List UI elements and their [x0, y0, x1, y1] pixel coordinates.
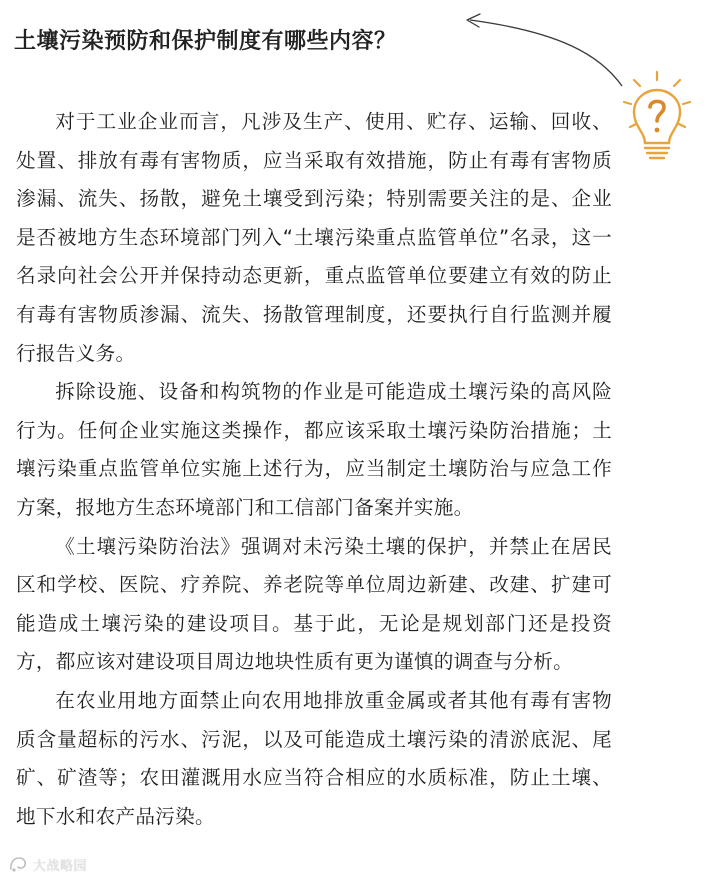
watermark [8, 852, 87, 876]
paragraph: 拆除设施、设备和构筑物的作业是可能造成土壤污染的高风险行为。任何企业实施这类操作，都应该采取土壤污染防治措施；土壤污染重点监管单位实施上述行为，应当制定土壤防治与应急工作方案，报地方生态环境部门和工信部门备案并实施。 [16, 380, 612, 519]
page-title: 土壤污染预防和保护制度有哪些内容？ [14, 28, 397, 54]
curved-arrow-icon [467, 14, 622, 86]
watermark-text: 大战略园 [33, 858, 88, 874]
watermark-logo-icon [8, 855, 28, 873]
article-body [16, 103, 612, 836]
paragraph: 《土壤污染防治法》强调对未污染土壤的保护，并禁止在居民区和学校、医院、疗养院、养老院等单位周边新建、改建、扩建可能造成土壤污染的建设项目。基于此，无论是规划部门还是投资方，都应该对建设项目周边地块性质有更为谨慎的调查与分析。 [16, 534, 612, 674]
paragraph: 对于工业企业而言，凡涉及生产、使用、贮存、运输、回收、处置、排放有毒有害物质，应当采取有效措施，防止有毒有害物质渗漏、流失、扬散，避免土壤受到污染；特别需要关注的是、企业是否被地方生态环境部门列入“土壤污染重点监管单位”名录，这一名录向社会公开并保持动态更新，重点监管单位要建立有效的防止有毒有害物质渗漏、流失、扬散管理制度，还要执行自行监测并履行报告义务。 [16, 110, 612, 365]
lightbulb-question-icon [624, 72, 690, 158]
paragraph: 在农业用地方面禁止向农用地排放重金属或者其他有毒有害物质含量超标的污水、污泥，以及可能造成土壤污染的清淤底泥、尾矿、矿渣等；农田灌溉用水应当符合相应的水质标准，防止土壤、地下水和农产品污染。 [16, 688, 612, 828]
